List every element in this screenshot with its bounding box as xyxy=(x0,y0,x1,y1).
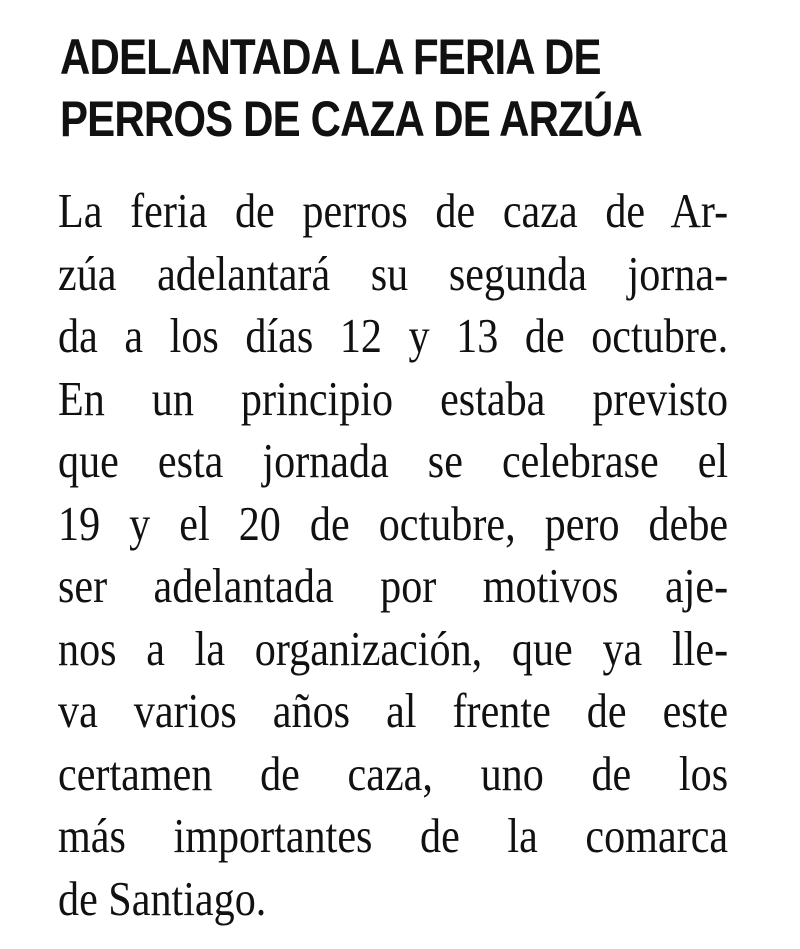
body-line: certamen de caza, uno de los xyxy=(58,745,729,801)
body-line: de Santiago. xyxy=(58,870,267,926)
body-line: 19 y el 20 de octubre, pero debe xyxy=(58,495,729,551)
body-line: En un principio estaba previsto xyxy=(58,370,729,426)
body-line: da a los días 12 y 13 de octubre. xyxy=(58,308,729,363)
article-body xyxy=(58,180,728,930)
headline-line: ADELANTADA LA FERIA DE xyxy=(60,29,601,85)
body-line: que esta jornada se celebrase el xyxy=(58,433,729,488)
body-line: zúa adelantará su segunda jorna- xyxy=(58,245,729,301)
body-line: más importantes de la comarca xyxy=(58,808,729,863)
body-line: ser adelantada por motivos aje- xyxy=(58,558,729,613)
body-line: va varios años al frente de este xyxy=(58,683,729,738)
body-line: nos a la organización, que ya lle- xyxy=(58,620,729,676)
headline-line: PERROS DE CAZA DE ARZÚA xyxy=(60,91,642,147)
headline xyxy=(60,26,648,150)
body-line: La feria de perros de caza de Ar- xyxy=(58,183,729,238)
